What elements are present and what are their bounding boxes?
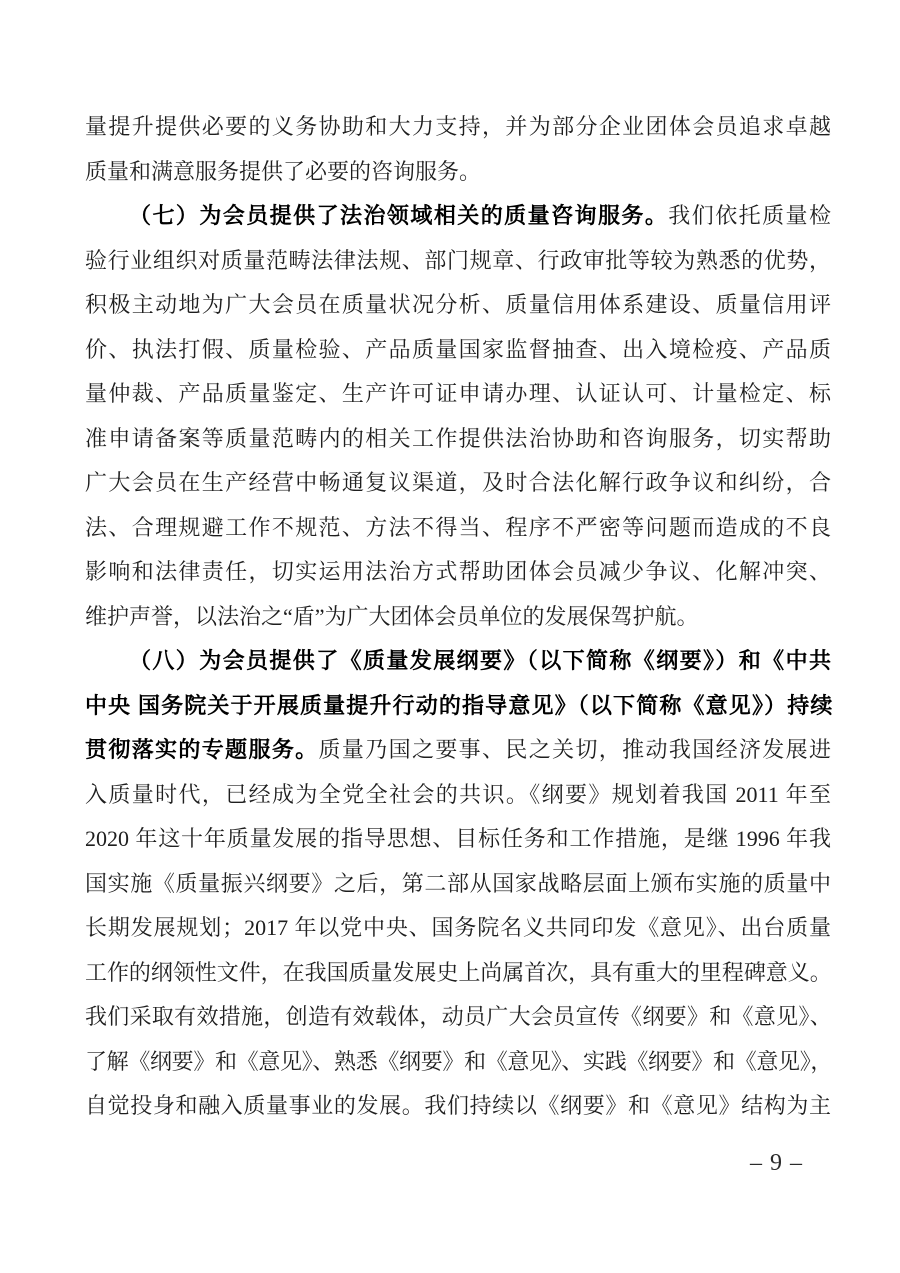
text-line: 价、执法打假、质量检验、产品质量国家监督抽查、出入境检疫、产品质 <box>85 336 831 362</box>
page-number: – 9 – <box>750 1150 803 1176</box>
text-line: 2020 年这十年质量发展的指导思想、目标任务和工作措施，是继 1996 年我 <box>85 826 831 851</box>
text-line <box>85 639 831 684</box>
text-line: 广大会员在生产经营中畅通复议渠道，及时合法化解行政争议和纠纷，合 <box>85 470 831 495</box>
text-line: 积极主动地为广大会员在质量状况分析、质量信用体系建设、质量信用评 <box>85 292 831 317</box>
text-line: 中央 国务院关于开展质量提升行动的指导意见》（以下简称《意见》）持续 <box>85 692 831 718</box>
text-line: 工作的纲领性文件，在我国质量发展史上尚属首次，具有重大的里程碑意义。 <box>85 959 831 985</box>
paragraph-7 <box>85 194 831 639</box>
text-line: 我们采取有效措施，创造有效载体，动员广大会员宣传《纲要》和《意见》、 <box>85 1004 831 1029</box>
text-line: 质量和满意服务提供了必要的咨询服务。 <box>85 158 482 184</box>
paragraph-continued <box>85 105 831 194</box>
document-body <box>85 105 831 1129</box>
paragraph-7-heading: （七）为会员提供了法治领域相关的质量咨询服务。 <box>129 203 669 228</box>
text-line: 量仲裁、产品质量鉴定、生产许可证申请办理、认证认可、计量检定、标 <box>85 381 831 406</box>
text-line: 法、合理规避工作不规范、方法不得当、程序不严密等问题而造成的不良 <box>85 514 831 540</box>
text-line: 验行业组织对质量范畴法律法规、部门规章、行政审批等较为熟悉的优势， <box>85 247 831 273</box>
text-line: 入质量时代，已经成为全党全社会的共识。《纲要》规划着我国 2011 年至 <box>85 781 831 807</box>
paragraph-8 <box>85 639 831 1129</box>
paragraph-8-heading: （八）为会员提供了《质量发展纲要》（以下简称《纲要》）和《中共 <box>129 648 831 673</box>
text-line: 影响和法律责任，切实运用法治方式帮助团体会员减少争议、化解冲突、 <box>85 559 831 584</box>
text-line: 了解《纲要》和《意见》、熟悉《纲要》和《意见》、实践《纲要》和《意见》， <box>85 1048 831 1074</box>
text-line: （七）为会员提供了法治领域相关的质量咨询服务。我们依托质量检 <box>129 203 831 228</box>
text-line: 长期发展规划；2017 年以党中央、国务院名义共同印发《意见》、出台质量 <box>85 915 831 940</box>
text-line: 贯彻落实的专题服务。质量乃国之要事、民之关切，推动我国经济发展进 <box>85 737 831 762</box>
text-line: 维护声誉，以法治之“盾”为广大团体会员单位的发展保驾护航。 <box>85 603 699 629</box>
text-line: 国实施《质量振兴纲要》之后，第二部从国家战略层面上颁布实施的质量中 <box>85 870 831 896</box>
text-line: 准申请备案等质量范畴内的相关工作提供法治协助和咨询服务，切实帮助 <box>85 425 831 451</box>
text-line: 自觉投身和融入质量事业的发展。我们持续以《纲要》和《意见》结构为主 <box>85 1093 831 1118</box>
text-line: 量提升提供必要的义务协助和大力支持，并为部分企业团体会员追求卓越 <box>85 114 831 139</box>
